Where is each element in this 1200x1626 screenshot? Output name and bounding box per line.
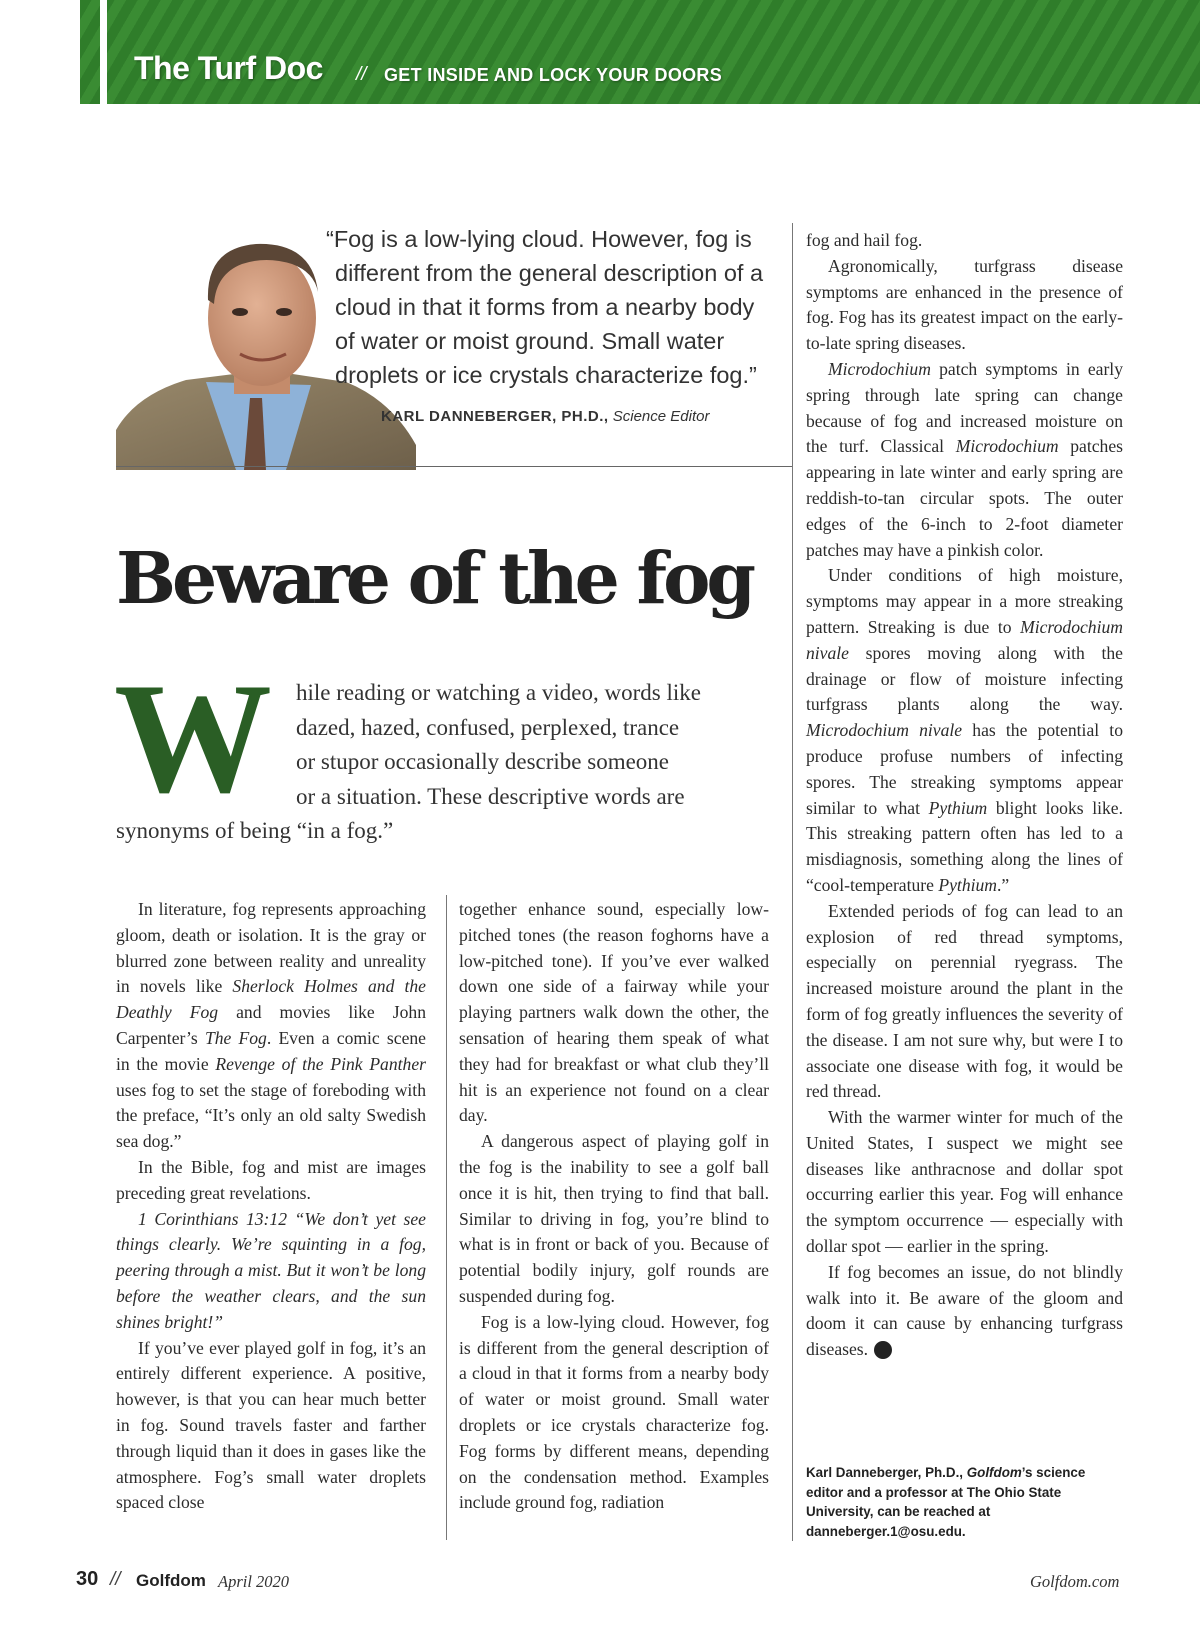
pull-quote: [326, 222, 764, 392]
text-run: 1 Corinthians 13:12 “We don’t yet see things clearly. We’re squinting in a fog, peering through a mist. But it won’t be long before the weather clears, and the sun shines bright!”: [116, 1208, 426, 1332]
body-column-1: [116, 897, 426, 1516]
body-column-3: [806, 228, 1123, 1363]
text-run: has the potential to produce profuse numbers of infecting spores. The streaking symptoms appear similar to what: [806, 720, 1123, 818]
text-run: .”: [997, 874, 1010, 895]
body-paragraph: together enhance sound, especially low-pitched tones (the reason foghorns have a low-pitched tone). If you’ve ever walked down one side of a fairway while your playing partners walk down the other, the sensation of hearing them speak of what they had for breakfast or what club they’ll hit is an experience not found on a clear day.: [459, 899, 769, 1126]
lede-line: or stupor occasionally describe someone: [296, 749, 669, 774]
scripture-quote: [116, 1207, 426, 1336]
text-run: . Even a comic scene in the movie: [116, 1027, 426, 1074]
header-divider: [100, 0, 107, 104]
pull-quote-attribution: [381, 408, 709, 425]
text-run: If fog becomes an issue, do not blindly walk into it. Be aware of the gloom and doom it can cause by enhancing turfgrass diseases.: [806, 1261, 1123, 1360]
body-paragraph: Fog is a low-lying cloud. However, fog is different from the general description of a cloud in that it forms from a nearby body of water or moist ground. Small water droplets or ice crystals characterize fog. Fog forms by different means, depending on the condensation method. Examples include ground fog, radiation: [459, 1311, 769, 1513]
text-run: In literature, fog represents approaching gloom, death or isolation. It is the gray or blurred zone between reality and unreality in novels like: [116, 899, 426, 997]
film-title: Revenge of the Pink Panther: [215, 1053, 426, 1074]
lede-line: synonyms of being “in a fog.”: [116, 818, 394, 843]
body-paragraph: [806, 1260, 1123, 1363]
text-run: patch symptoms in early spring through late spring can change because of fog and increased moisture on the turf. Classical: [806, 358, 1123, 457]
body-paragraph: In the Bible, fog and mist are images preceding great revelations.: [116, 1156, 426, 1203]
text-run: uses fog to set the stage of foreboding with the preface, “It’s only an old salty Swedish sea dog.”: [116, 1079, 426, 1152]
golfdom-end-mark-icon: G: [874, 1341, 892, 1359]
footer-website-link[interactable]: Golfdom.com: [1030, 1572, 1120, 1591]
body-column-2: [459, 897, 769, 1516]
pull-quote-line: cloud in that it forms from a nearby body: [335, 294, 755, 320]
pull-quote-line: droplets or ice crystals characterize fog.”: [335, 362, 757, 388]
species-name: Microdochium: [828, 358, 931, 379]
body-paragraph: [116, 897, 426, 1155]
pull-quote-rule: [116, 466, 792, 467]
film-title: The Fog: [204, 1027, 267, 1048]
page-number: 30: [76, 1568, 99, 1590]
section-separator: //: [356, 64, 367, 85]
body-paragraph: If you’ve ever played golf in fog, it’s an entirely different experience. A positive, however, is that you can hear much better in fog. Sound travels faster and farther through liquid than it does in gases like the atmosphere. Fog’s small water droplets spaced close: [116, 1337, 426, 1513]
body-paragraph: fog and hail fog.: [806, 230, 923, 250]
lede-line: hile reading or watching a video, words like: [296, 680, 701, 705]
text-run: ’s science editor and a professor at The Ohio State University, can be reached at danneberger.1@osu.edu.: [806, 1465, 1086, 1539]
text-run: spores moving along with the drainage or flow of moisture infecting turfgrass plants along the way.: [806, 642, 1123, 715]
book-title: Sherlock Holmes and the Deathly Fog: [116, 976, 426, 1023]
body-paragraph: Agronomically, turfgrass disease symptoms are enhanced in the presence of fog. Fog has its greatest impact on the early-to-late spring diseases.: [806, 255, 1123, 354]
column-rule: [446, 895, 447, 1540]
quote-author: KARL DANNEBERGER, PH.D.,: [381, 408, 609, 425]
magazine-name: Golfdom: [966, 1465, 1022, 1480]
body-paragraph: [806, 563, 1123, 898]
species-name: Pythium: [928, 797, 988, 818]
article-headline: Beware of the fog: [116, 536, 753, 620]
text-run: Under conditions of high moisture, symptoms may appear in a more streaking pattern. Streaking is due to: [806, 565, 1123, 637]
section-title: The Turf Doc: [134, 50, 323, 86]
species-name: Microdochium nivale: [806, 616, 1123, 663]
text-run: blight looks like. This streaking pattern often has led to a misdiagnosis, something along the lines of “cool-temperature: [806, 797, 1124, 895]
text-run: Karl Danneberger, Ph.D.,: [806, 1465, 967, 1480]
article-lede: [116, 676, 756, 849]
lede-line: or a situation. These descriptive words are: [296, 783, 685, 809]
footer-date: April 2020: [218, 1572, 290, 1591]
body-paragraph: A dangerous aspect of playing golf in the fog is the inability to see a golf ball once it is hit, then trying to find that ball. Similar to driving in fog, you’re blind to what is in front or back of you. Because of potential bodily injury, golf rounds are suspended during fog.: [459, 1131, 769, 1306]
section-subtitle: GET INSIDE AND LOCK YOUR DOORS: [384, 65, 723, 85]
pull-quote-line: “Fog is a low-lying cloud. However, fog is: [326, 226, 752, 252]
species-name: Pythium: [938, 874, 998, 895]
text-run: patches appearing in late winter and early spring are reddish-to-tan circular spots. The outer edges of the 6-inch to 2-foot diameter patches may have a pinkish color.: [806, 436, 1124, 560]
pull-quote-line: different from the general description of a: [335, 260, 764, 286]
text-run: and movies like John Carpenter’s: [116, 1002, 426, 1048]
body-paragraph: Extended periods of fog can lead to an explosion of red thread symptoms, especially on perennial ryegrass. The increased moisture around the plant in the form of fog greatly influences the severity of the disease. I am not sure why, but were I to associate one disease with fog, it would be red thread.: [806, 900, 1123, 1102]
body-paragraph: [806, 357, 1123, 563]
footer-brand: Golfdom: [136, 1571, 206, 1590]
species-name: Microdochium nivale: [806, 720, 963, 741]
quote-author-role: Science Editor: [612, 408, 710, 425]
pull-quote-line: of water or moist ground. Small water: [335, 328, 725, 354]
species-name: Microdochium: [955, 436, 1059, 457]
drop-cap: W: [114, 651, 272, 826]
author-bio: [806, 1463, 1106, 1541]
lede-line: dazed, hazed, confused, perplexed, trance: [296, 714, 680, 740]
footer-separator: //: [110, 1569, 121, 1590]
column-rule: [792, 223, 793, 1541]
body-paragraph: With the warmer winter for much of the United States, I suspect we might see diseases like anthracnose and dollar spot occurring earlier this year. Fog will enhance the symptom occurrence — especially with dollar spot — earlier in the spring.: [806, 1107, 1123, 1257]
